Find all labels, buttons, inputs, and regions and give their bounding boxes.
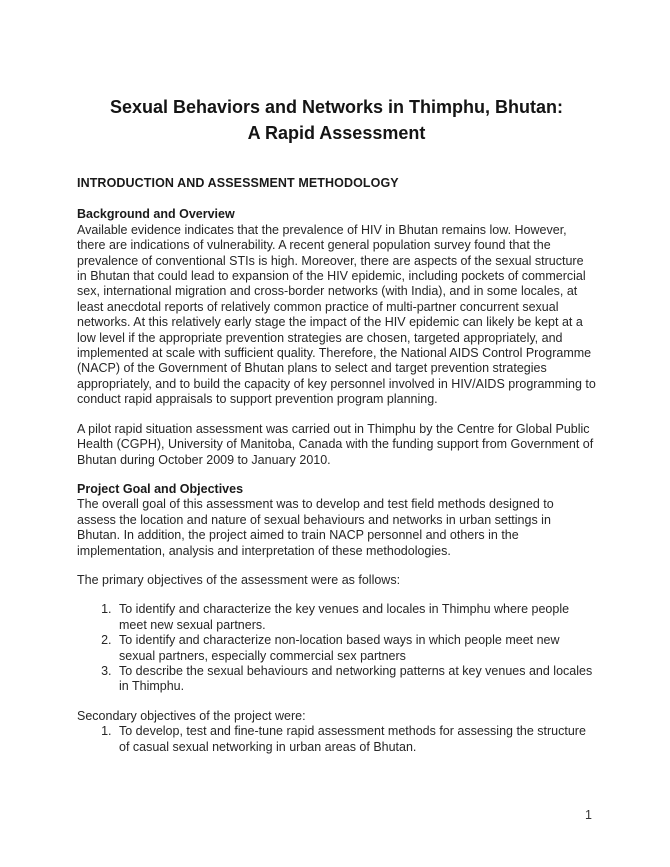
section-heading: INTRODUCTION AND ASSESSMENT METHODOLOGY — [77, 176, 399, 190]
background-paragraph-2: A pilot rapid situation assessment was carried out in Thimphu by the Centre for Global Public Health (CGPH), University of Manitoba, Canada with the funding support from Government of Bhutan during October 2009 to January 2010. — [77, 421, 594, 467]
primary-objective-item: 2. To identify and characterize non-location based ways in which people meet new sexual partners, especially commercial sex partners — [115, 633, 596, 664]
primary-objectives-intro: The primary objectives of the assessment were as follows: — [77, 572, 401, 587]
primary-objective-item: 3. To describe the sexual behaviours and networking patterns at key venues and locales in Thimphu. — [115, 664, 596, 695]
primary-objective-item: 1. To identify and characterize the key venues and locales in Thimphu where people meet new sexual partners. — [115, 602, 596, 633]
primary-objectives-list — [77, 602, 596, 694]
background-overview-heading: Background and Overview — [77, 207, 235, 222]
page-number: 1 — [585, 808, 592, 822]
project-goal-paragraph: The overall goal of this assessment was to develop and test field methods designed to assess the location and nature of sexual behaviours and networks in urban settings in Bhutan. In addition, the project aimed to train NACP personnel and others in the implementation, analysis and interpretation of these methodologies. — [77, 497, 554, 558]
document-title-line1: Sexual Behaviors and Networks in Thimphu, Bhutan: — [109, 97, 564, 117]
document-title — [77, 94, 596, 146]
background-paragraph-1: Available evidence indicates that the prevalence of HIV in Bhutan remains low. However, there are indications of vulnerability. A recent general population survey found that the prevalence of conventional STIs is high. Moreover, there are aspects of the sexual structure in Bhutan that could lead to expansion of the HIV epidemic, including pockets of commercial sex, international migration and cross-border networks (with India), and in some locales, at least anecdotal reports of relatively common practice of multi-partner concurrent sexual networks. At this relatively early stage the impact of the HIV epidemic can likely be kept at a low level if the appropriate prevention strategies are chosen, targeted appropriately, and implemented at scale with sufficient quality. Therefore, the National AIDS Control Programme (NACP) of the Government of Bhutan plans to select and target prevention strategies appropriately, and to build the capacity of key personnel involved in HIV/AIDS programming to conduct rapid appraisals to support prevention program planning. — [77, 222, 596, 407]
secondary-objectives-list — [77, 724, 596, 755]
project-goal-heading: Project Goal and Objectives — [77, 481, 244, 496]
document-title-line2: A Rapid Assessment — [247, 123, 426, 143]
secondary-objectives-intro: Secondary objectives of the project were: — [77, 708, 306, 723]
secondary-objective-item: 1. To develop, test and fine-tune rapid assessment methods for assessing the structure of casual sexual networking in urban areas of Bhutan. — [115, 724, 596, 755]
